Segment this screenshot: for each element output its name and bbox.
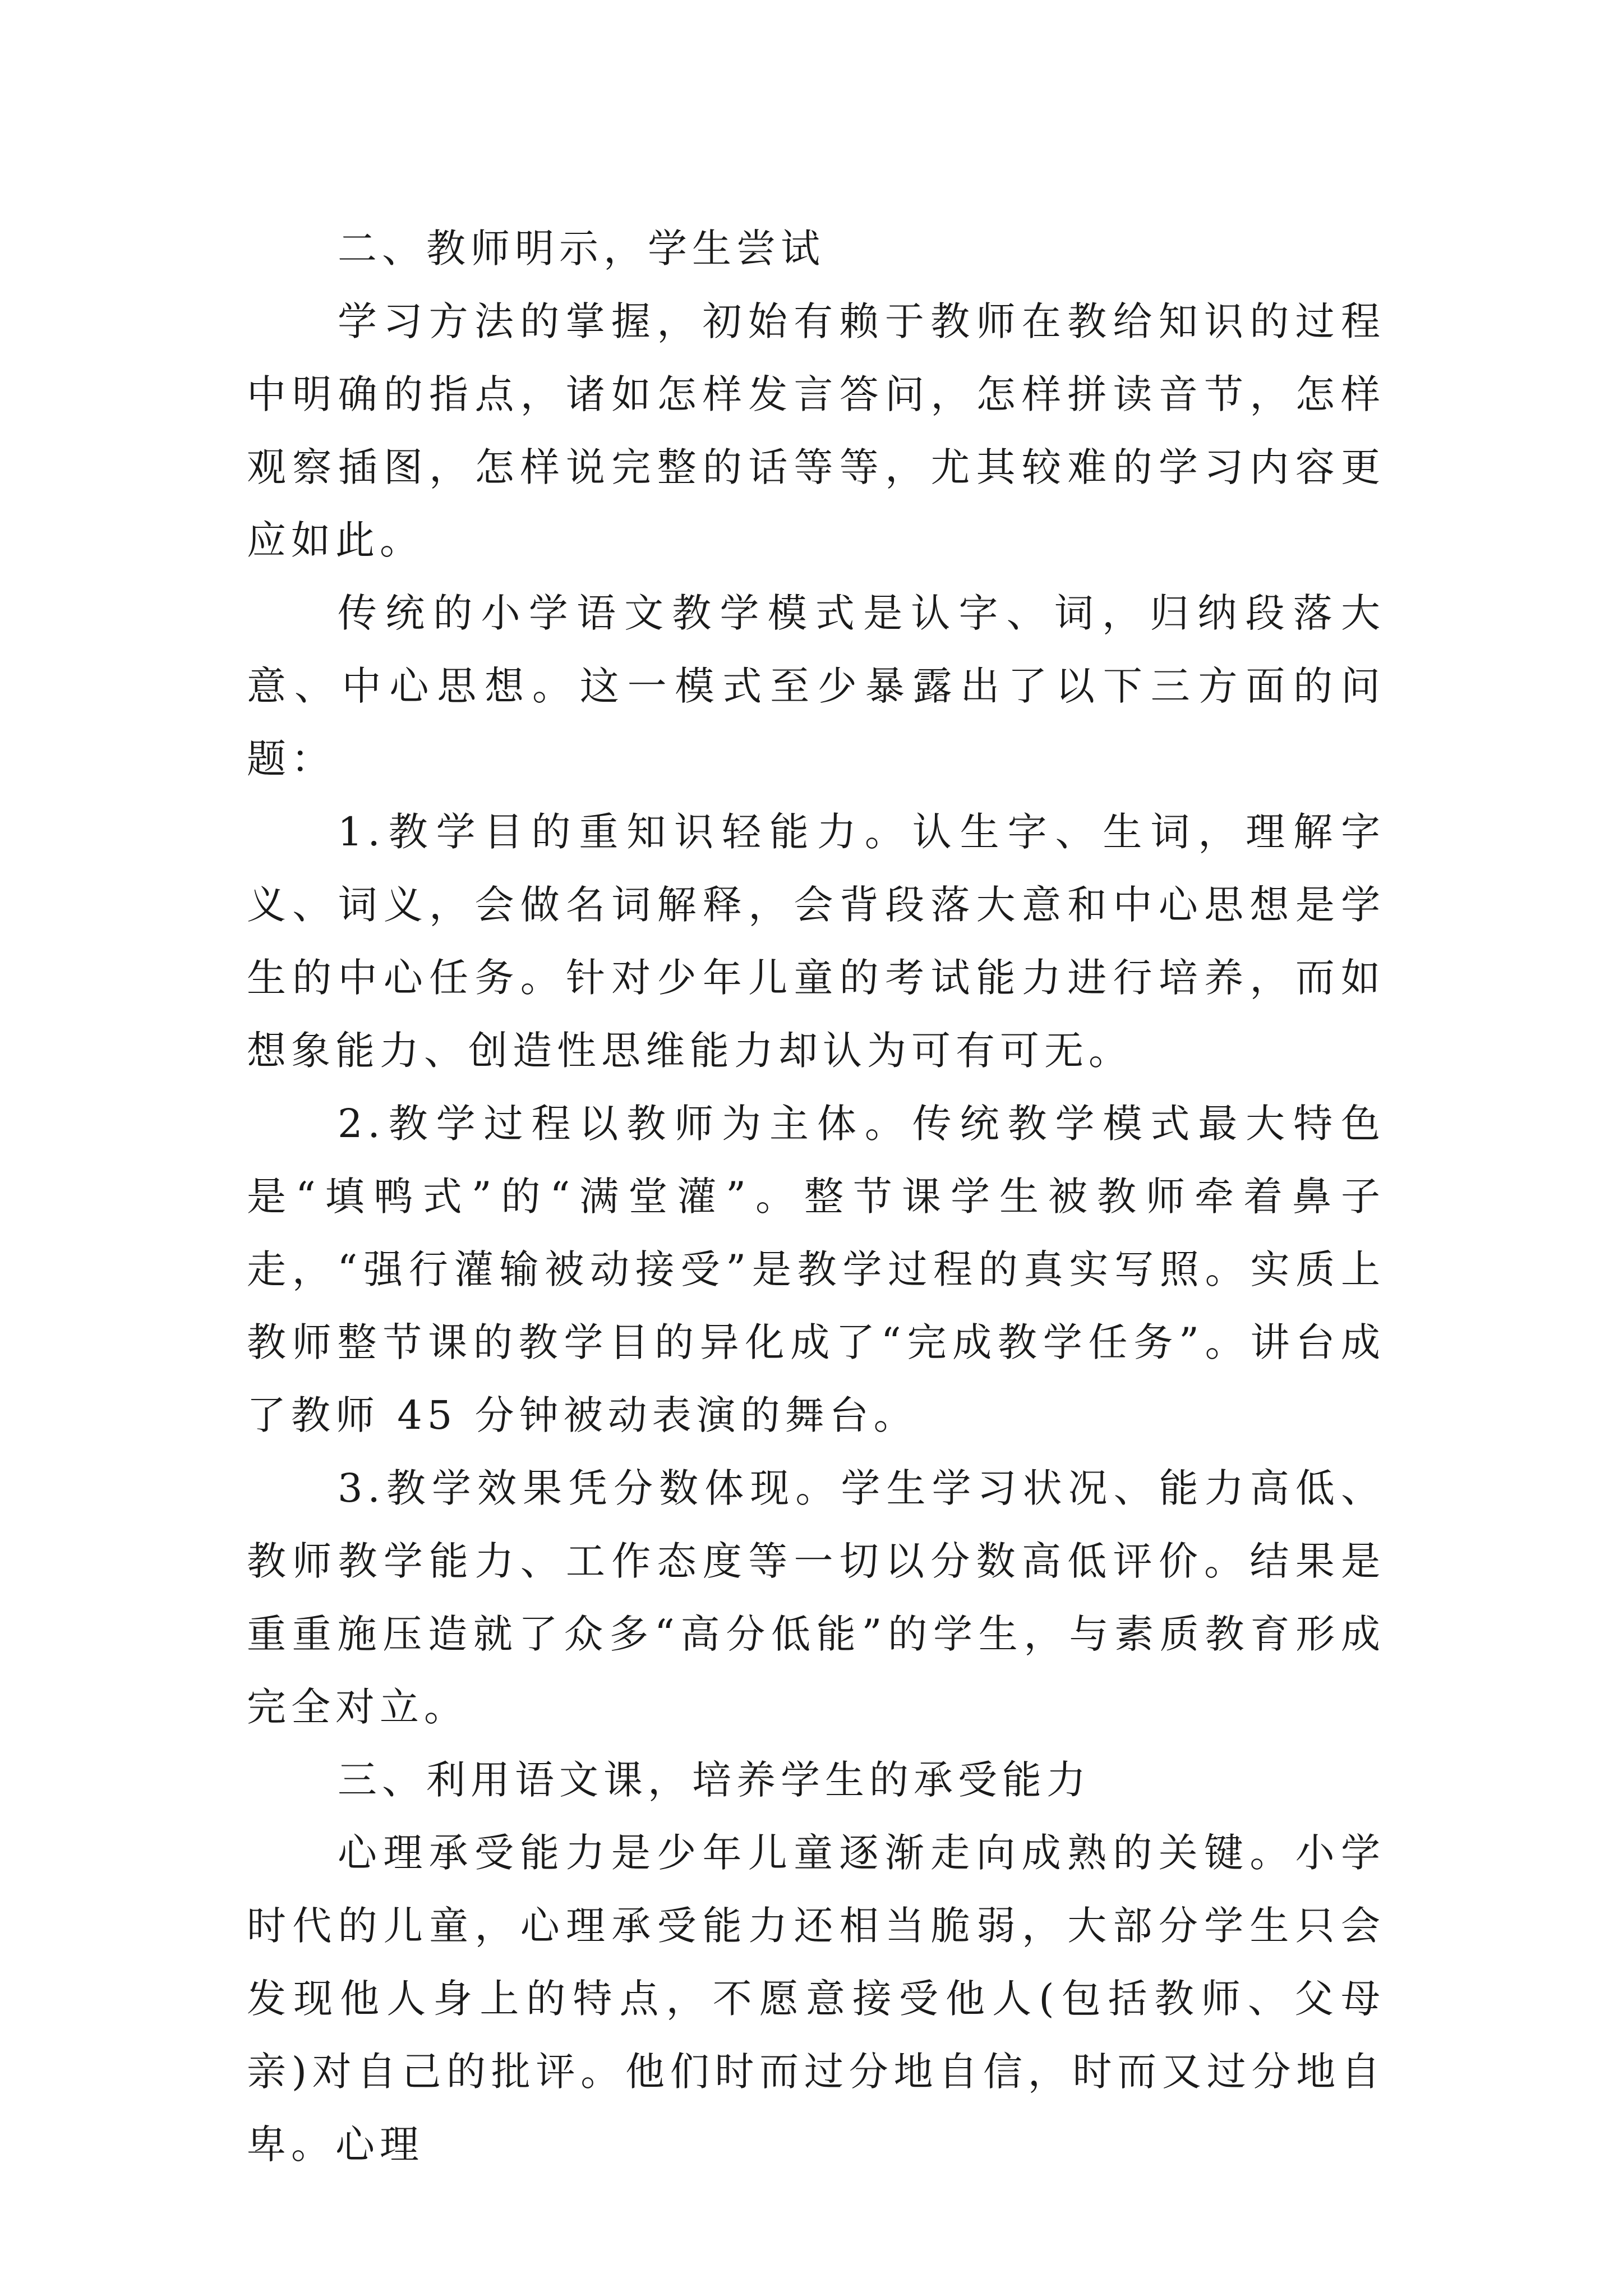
- paragraph-traditional-model: 传统的小学语文教学模式是认字、词，归纳段落大意、中心思想。这一模式至少暴露出了以下三方面的问题：: [247, 590, 1385, 782]
- paragraph-problem-1: 1.教学目的重知识轻能力。认生字、生词，理解字义、词义，会做名词解释，会背段落大意和中心思想是学生的中心任务。针对少年儿童的考试能力进行培养，而如想象能力、创造性思维能力却认为可有可无。: [247, 809, 1385, 1074]
- paragraph-problem-2: 2.教学过程以教师为主体。传统教学模式最大特色是“填鸭式”的“满堂灌”。整节课学生被教师牵着鼻子走，“强行灌输被动接受”是教学过程的真实写照。实质上教师整节课的教学目的异化成了“完成教学任务”。讲台成了教师 45 分钟被动表演的舞台。: [247, 1101, 1385, 1438]
- paragraph-endurance: 心理承受能力是少年儿童逐渐走向成熟的关键。小学时代的儿童，心理承受能力还相当脆弱，大部分学生只会发现他人身上的特点，不愿意接受他人(包括教师、父母亲)对自己的批评。他们时而过分地自信，时而又过分地自卑。心理: [247, 1830, 1385, 2168]
- document-body: [247, 212, 1385, 2181]
- paragraph-problem-3: 3.教学效果凭分数体现。学生学习状况、能力高低、教师教学能力、工作态度等一切以分数高低评价。结果是重重施压造就了众多“高分低能”的学生，与素质教育形成完全对立。: [247, 1465, 1385, 1730]
- paragraph-learning-methods: 学习方法的掌握，初始有赖于教师在教给知识的过程中明确的指点，诸如怎样发言答问，怎样拼读音节，怎样观察插图，怎样说完整的话等等，尤其较难的学习内容更应如此。: [247, 298, 1385, 563]
- section-heading-3: 三、利用语文课，培养学生的承受能力: [338, 1757, 1091, 1803]
- section-heading-2: 二、教师明示，学生尝试: [338, 226, 825, 272]
